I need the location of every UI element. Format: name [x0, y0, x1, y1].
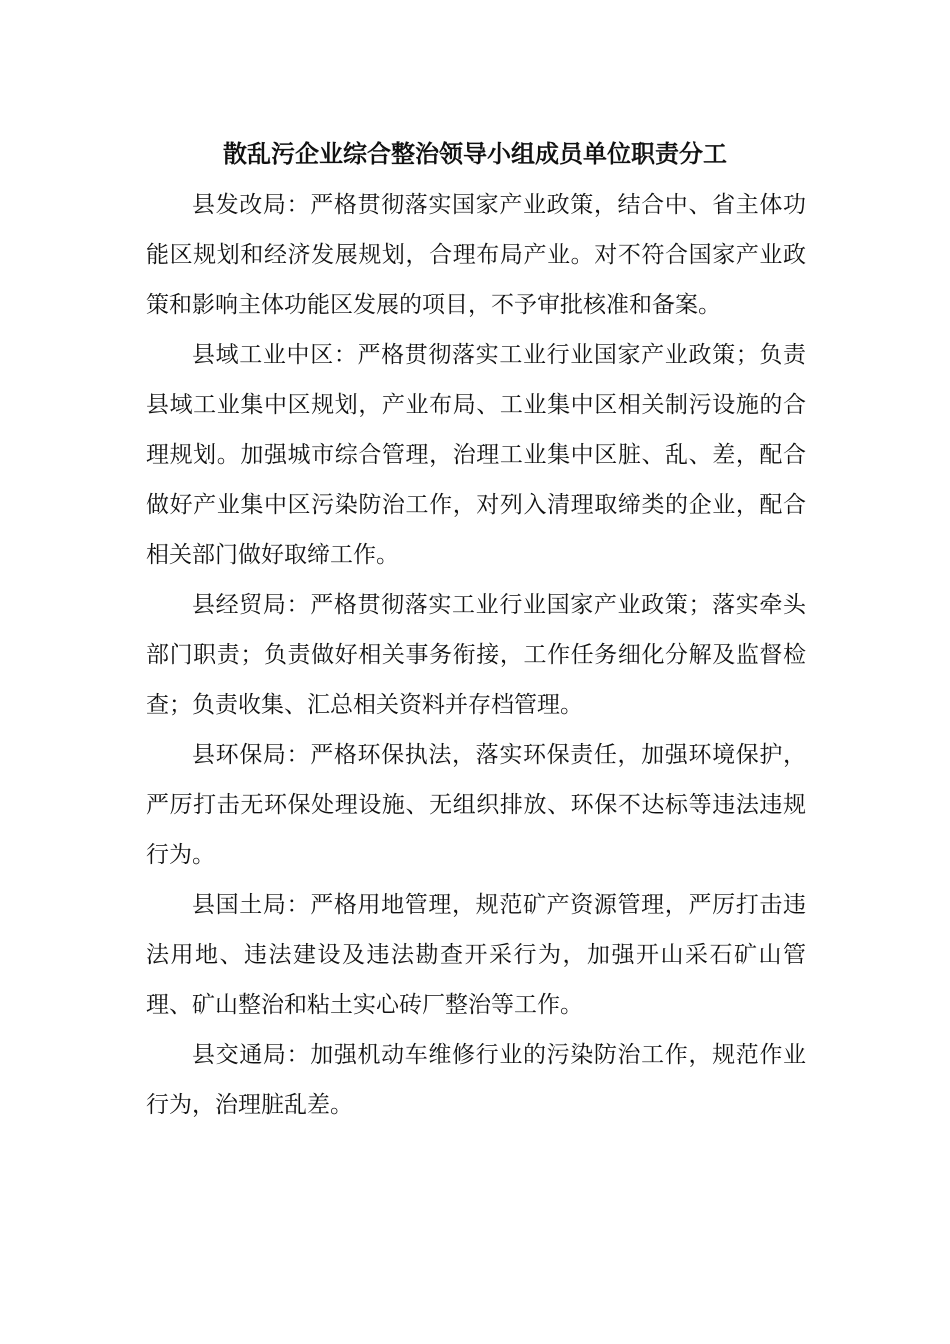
paragraph-transportation-bureau: 县交通局：加强机动车维修行业的污染防治工作，规范作业行为，治理脏乱差。: [146, 1042, 806, 1118]
paragraph-land-resources-bureau: 县国土局：严格用地管理，规范矿产资源管理，严厉打击违法用地、违法建设及违法勘查开采行为，加强开山采石矿山管理、矿山整治和粘土实心砖厂整治等工作。: [146, 892, 806, 1018]
paragraph-economy-trade-bureau: 县经贸局：严格贯彻落实工业行业国家产业政策；落实牵头部门职责；负责做好相关事务衔接，工作任务细化分解及监督检查；负责收集、汇总相关资料并存档管理。: [146, 592, 806, 718]
document-title: 散乱污企业综合整治领导小组成员单位职责分工: [223, 140, 727, 168]
paragraph-environmental-protection-bureau: 县环保局：严格环保执法，落实环保责任，加强环境保护，严厉打击无环保处理设施、无组织排放、环保不达标等违法违规行为。: [146, 742, 806, 868]
paragraph-development-reform-bureau: 县发改局：严格贯彻落实国家产业政策，结合中、省主体功能区规划和经济发展规划，合理布局产业。对不符合国家产业政策和影响主体功能区发展的项目，不予审批核准和备案。: [146, 192, 806, 318]
paragraph-industrial-zone: 县域工业中区：严格贯彻落实工业行业国家产业政策；负责县域工业集中区规划，产业布局、工业集中区相关制污设施的合理规划。加强城市综合管理，治理工业集中区脏、乱、差，配合做好产业集中区污染防治工作，对列入清理取缔类的企业，配合相关部门做好取缔工作。: [146, 342, 806, 568]
document-body: [146, 180, 806, 1130]
